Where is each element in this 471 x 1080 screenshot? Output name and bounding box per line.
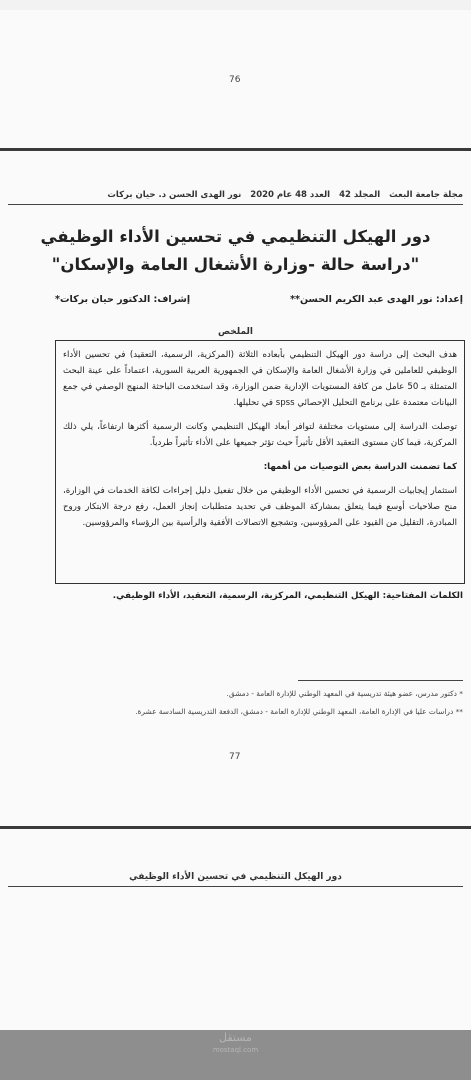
page-divider-bottom bbox=[0, 826, 471, 829]
authors-line bbox=[55, 294, 463, 310]
journal-issue: العدد 48 عام 2020 bbox=[250, 190, 331, 200]
footer-rule bbox=[8, 886, 463, 887]
journal-volume: المجلد 42 bbox=[339, 190, 381, 200]
footnote-1: * دكتور مدرس، عضو هيئة تدريسية في المعهد الوطني للإدارة العامة - دمشق. bbox=[226, 689, 463, 698]
footnotes bbox=[8, 686, 463, 722]
page-number-top: 76 bbox=[229, 75, 241, 85]
abstract-paragraph-3: استثمار إيجابيات الرسمية في تحسين الأداء الوظيفي من خلال تفعيل دليل إجراءات لكافة الخدمات في الوزارة، منح صلاحيات أوسع فيما يتعلق بمشاركة الموظف في تحديد متطلبات إنجاز العمل، رفع درجة الابتكار وروح المبادرة، التقليل من القيود على المرؤوسين، وتشجيع الاتصالات الأفقية والرأسية بين الرؤساء والمرؤوسين. bbox=[63, 486, 457, 528]
author-supervisor: إشراف: الدكتور حيان بركات* bbox=[55, 294, 191, 305]
recommendations-heading: كما تضمنت الدراسة بعض التوصيات من أهمها: bbox=[263, 462, 457, 472]
article-subtitle: "دراسة حالة -وزارة الأشغال العامة والإسكان" bbox=[51, 255, 420, 274]
page-divider-top bbox=[0, 148, 471, 151]
keywords: الكلمات المفتاحية: الهيكل التنظيمي، المركزية، الرسمية، التعقيد، الأداء الوظيفي. bbox=[112, 591, 463, 601]
footnote-rule bbox=[298, 680, 463, 681]
watermark bbox=[198, 1032, 273, 1056]
abstract-box bbox=[55, 340, 465, 584]
watermark-logo-text: مستقل bbox=[219, 1031, 252, 1044]
abstract-paragraph-1: هدف البحث إلى دراسة دور الهيكل التنظيمي بأبعاده الثلاثة (المركزية، الرسمية، التعقيد) في تحسين الأداء الوظيفي للعاملين في وزارة الأشغال العامة والإسكان في الجمهورية العربية السورية، اعتماداً على عينة البحث المتمثلة بـ 50 عامل من كافة المستويات الإدارية ضمن الوزارة، وقد استخدمت الباحثة المنهج الوصفي في جمع البيانات معتمدة على برنامج التحليل الإحصائي spss في تحليلها. bbox=[63, 350, 457, 408]
page-number-bottom: 77 bbox=[229, 752, 241, 762]
footnote-2: ** دراسات عليا في الإدارة العامة، المعهد الوطني للإدارة العامة - دمشق، الدفعة التدريسية السادسة عشرة. bbox=[135, 707, 463, 716]
author-prepared: إعداد: نور الهدى عبد الكريم الحسن** bbox=[290, 294, 463, 305]
running-head-rule bbox=[8, 204, 463, 205]
running-head bbox=[8, 190, 463, 200]
running-head-authors: نور الهدى الحسن د. حيان بركات bbox=[107, 190, 242, 200]
footer-running-title: دور الهيكل التنظيمي في تحسين الأداء الوظيفي bbox=[129, 872, 342, 882]
abstract-paragraph-2: توصلت الدراسة إلى مستويات مختلفة لتوافر أبعاد الهيكل التنظيمي وكانت الرسمية أكثرها ارتفاعاً، يلي ذلك المركزية، فيما كان مستوى التعقيد الأقل تأثيراً حيث تؤثر جميعها على الأداء تأثيراً طردياً. bbox=[63, 422, 457, 448]
watermark-url: mostaql.com bbox=[212, 1046, 259, 1054]
article-title: دور الهيكل التنظيمي في تحسين الأداء الوظيفي bbox=[40, 227, 431, 246]
abstract-heading: الملخص bbox=[218, 327, 253, 337]
journal-name: مجلة جامعة البعث bbox=[389, 190, 463, 200]
